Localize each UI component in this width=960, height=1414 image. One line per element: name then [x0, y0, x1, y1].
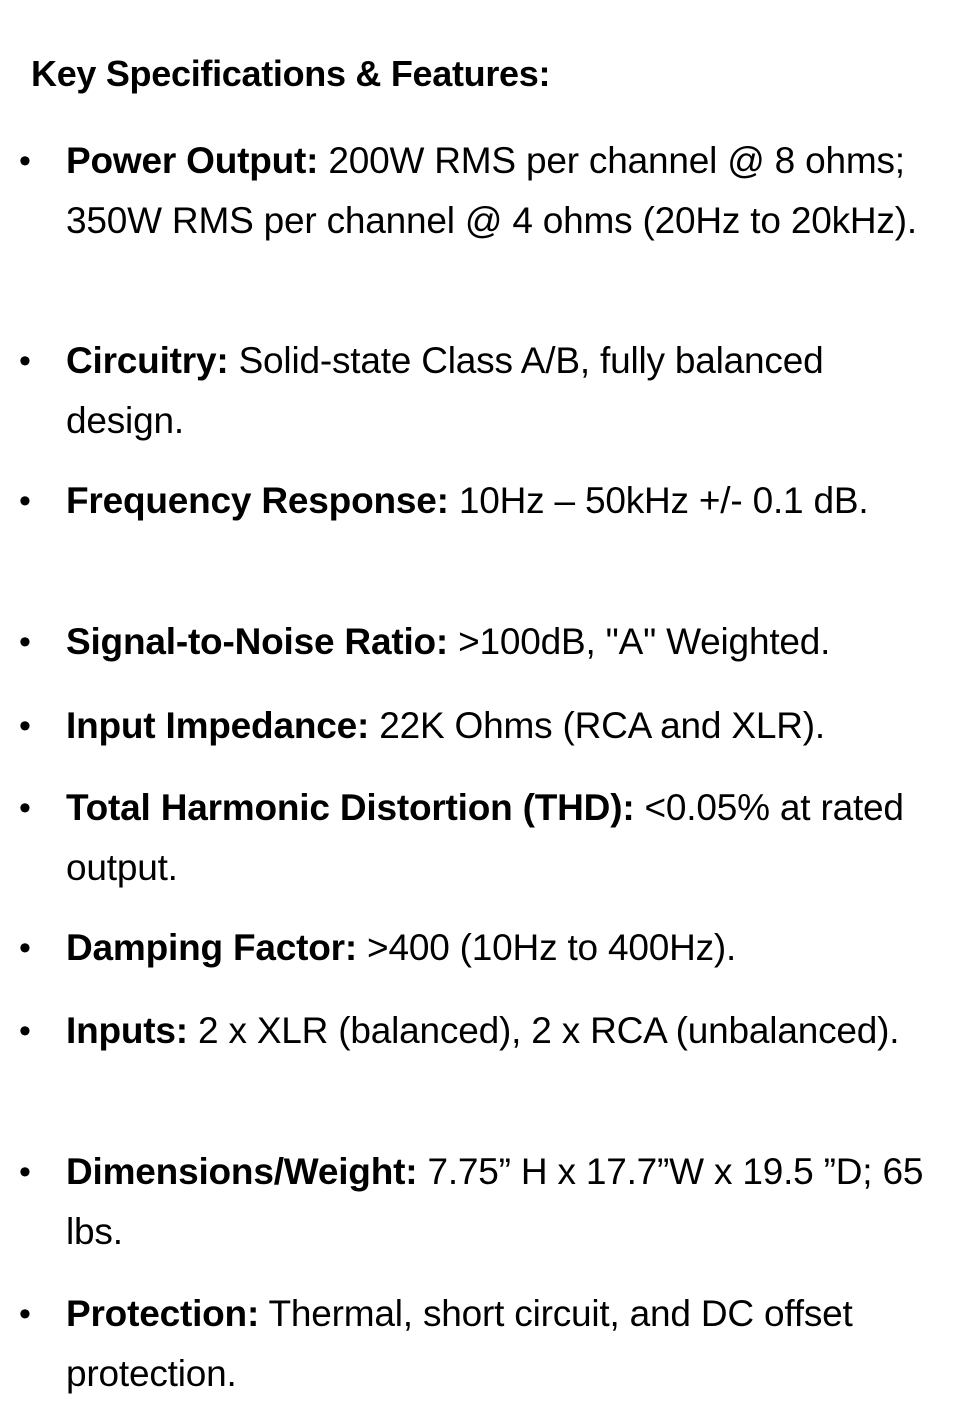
spec-label: Dimensions/Weight:	[66, 1151, 418, 1192]
spec-label: Damping Factor:	[66, 927, 357, 968]
spec-value: 22K Ohms (RCA and XLR).	[369, 705, 825, 746]
spec-label: Power Output:	[66, 140, 319, 181]
bullet-icon: •	[19, 482, 31, 520]
spec-label: Input Impedance:	[66, 705, 370, 746]
spec-label: Inputs:	[66, 1010, 188, 1051]
spec-value: 2 x XLR (balanced), 2 x RCA (unbalanced).	[187, 1010, 900, 1051]
spec-value: 7.75” H x 17.7”W x 19.5 ”D; 65 lbs.	[66, 1151, 924, 1252]
spec-label: Frequency Response:	[66, 480, 449, 521]
spec-label: Signal-to-Noise Ratio:	[66, 621, 449, 662]
spec-label: Total Harmonic Distortion (THD):	[66, 787, 635, 828]
spec-text	[66, 696, 926, 756]
spec-value: 10Hz – 50kHz +/- 0.1 dB.	[448, 480, 869, 521]
bullet-icon: •	[19, 707, 31, 745]
bullet-icon: •	[19, 929, 31, 967]
bullet-icon: •	[19, 1153, 31, 1191]
spec-label: Circuitry:	[66, 340, 229, 381]
spec-text	[66, 131, 926, 251]
spec-text	[66, 778, 926, 898]
section-heading: Key Specifications & Features:	[31, 53, 551, 94]
bullet-icon: •	[19, 342, 31, 380]
spec-text	[66, 1284, 926, 1404]
bullet-icon: •	[19, 1295, 31, 1333]
bullet-icon: •	[19, 1012, 31, 1050]
spec-text	[66, 471, 926, 531]
spec-value: Solid-state Class A/B, fully balanced design.	[66, 340, 824, 441]
spec-value: 200W RMS per channel @ 8 ohms; 350W RMS per channel @ 4 ohms (20Hz to 20kHz).	[66, 140, 917, 241]
spec-text	[66, 331, 926, 451]
spec-text	[66, 612, 926, 672]
spec-value: >100dB, "A" Weighted.	[448, 621, 831, 662]
spec-value: >400 (10Hz to 400Hz).	[356, 927, 737, 968]
bullet-icon: •	[19, 789, 31, 827]
spec-value: Thermal, short circuit, and DC offset protection.	[66, 1293, 853, 1394]
spec-label: Protection:	[66, 1293, 260, 1334]
bullet-icon: •	[19, 623, 31, 661]
spec-text	[66, 1001, 926, 1061]
spec-text	[66, 918, 926, 978]
bullet-icon: •	[19, 142, 31, 180]
spec-value: <0.05% at rated output.	[66, 787, 904, 888]
spec-text	[66, 1142, 926, 1262]
